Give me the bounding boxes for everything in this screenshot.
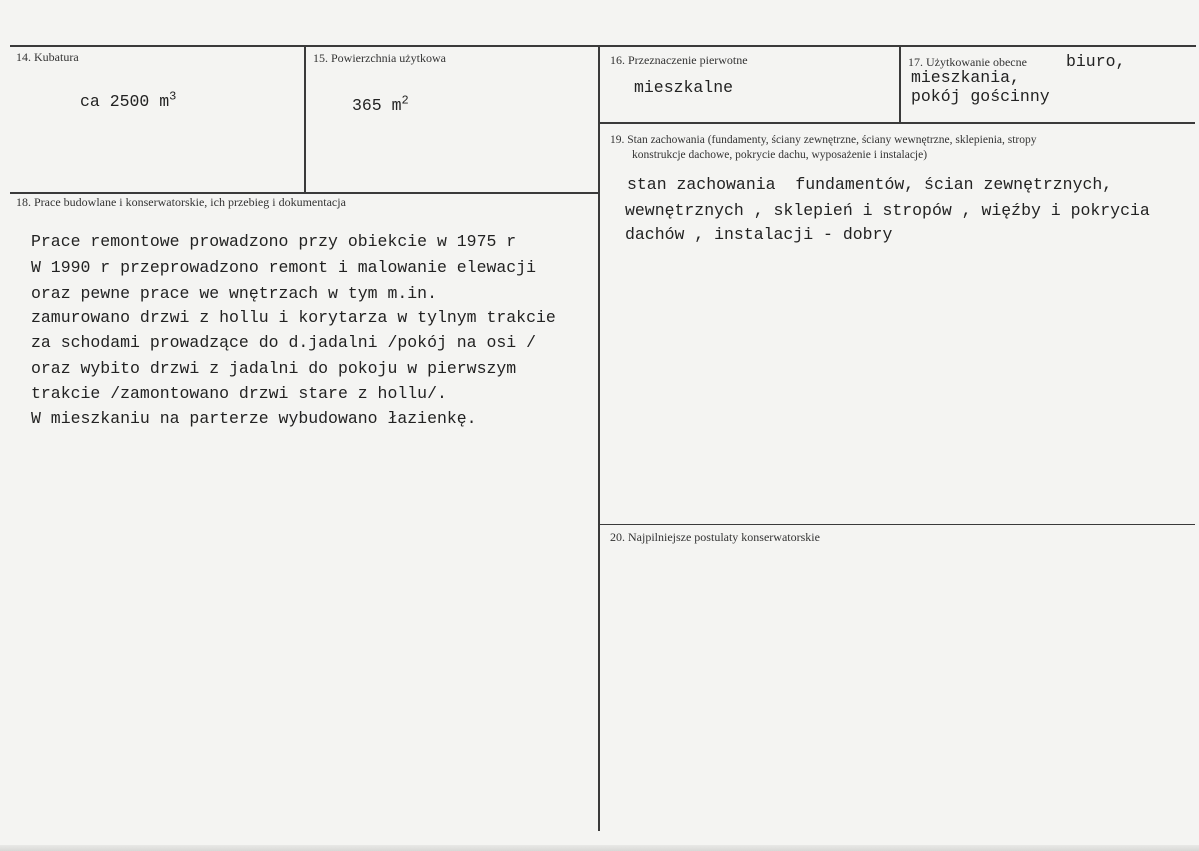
field-18-line-1: Prace remontowe prowadzono przy obiekcie w 1975 r [31, 232, 517, 251]
field-15-value [352, 93, 409, 119]
field-18-line-2: W 1990 r przeprowadzono remont i malowanie elewacji [31, 258, 536, 277]
field-19-line-2: wewnętrznych , sklepień i stropów , więźby i pokrycia [625, 201, 1150, 220]
field-18-label: 18. Prace budowlane i konserwatorskie, ich przebieg i dokumentacja [16, 195, 346, 209]
field-14-value-exponent: 3 [169, 89, 177, 104]
field-14-value-text: ca 2500 m [80, 92, 170, 111]
field-18-line-8: W mieszkaniu na parterze wybudowano łazienkę. [31, 409, 477, 428]
field-19-line-1: stan zachowania fundamentów, ścian zewnętrznych, [627, 175, 1113, 194]
field-18-line-7: trakcie /zamontowano drzwi stare z hollu/. [31, 384, 447, 403]
field-19-line-3: dachów , instalacji - dobry [625, 225, 893, 244]
field-18-line-3: oraz pewne prace we wnętrzach w tym m.in. [31, 284, 437, 303]
rule-under-16-17 [599, 122, 1195, 124]
field-19-label-line-2: konstrukcje dachowe, pokrycie dachu, wyposażenie i instalacje) [632, 149, 928, 161]
field-16-value: mieszkalne [634, 78, 734, 97]
field-18-line-4: zamurowano drzwi z hollu i korytarza w tylnym trakcie [31, 308, 556, 327]
field-15-value-exponent: 2 [401, 93, 409, 108]
divider-15-16 [598, 46, 600, 831]
divider-16-17 [899, 46, 901, 122]
field-16-label: 16. Przeznaczenie pierwotne [610, 53, 748, 67]
field-14-label: 14. Kubatura [16, 50, 79, 64]
field-18-line-6: oraz wybito drzwi z jadalni do pokoju w pierwszym [31, 359, 517, 378]
field-15-label: 15. Powierzchnia użytkowa [313, 51, 446, 65]
rule-above-20 [599, 524, 1195, 525]
page-bottom-edge [0, 845, 1199, 851]
field-17-value-line-1: mieszkania, [911, 68, 1020, 87]
field-20-label: 20. Najpilniejsze postulaty konserwatorskie [610, 530, 820, 544]
field-19-label-line-1: 19. Stan zachowania (fundamenty, ściany zewnętrzne, ściany wewnętrzne, sklepienia, stropy [610, 134, 1037, 146]
field-15-value-text: 365 m [352, 96, 402, 115]
field-17-value-inline: biuro, [1066, 52, 1126, 71]
rule-under-14-15 [10, 192, 599, 194]
field-18-line-5: za schodami prowadzące do d.jadalni /pokój na osi / [31, 333, 536, 352]
divider-14-15 [304, 46, 306, 192]
field-17-label: 17. Użytkowanie obecne [908, 55, 1027, 69]
top-rule [10, 45, 1196, 47]
field-14-value [80, 89, 176, 115]
field-17-value-line-2: pokój gościnny [911, 87, 1050, 106]
